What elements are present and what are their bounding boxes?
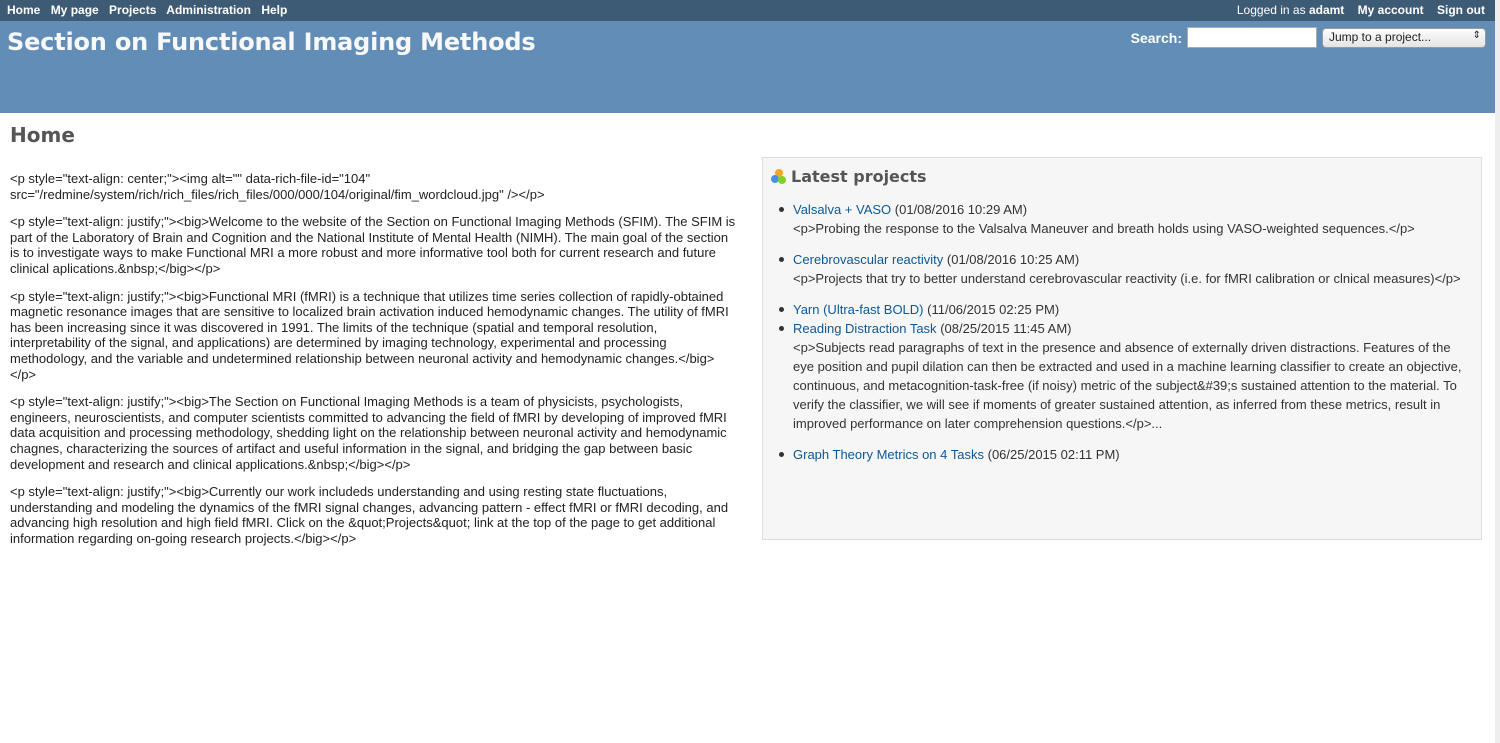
list-item bbox=[793, 300, 1463, 319]
project-link-yarn[interactable]: Yarn (Ultra-fast BOLD) bbox=[793, 302, 924, 317]
latest-projects-heading bbox=[771, 167, 927, 186]
list-item bbox=[793, 200, 1463, 238]
main-content bbox=[10, 113, 1485, 546]
page-title: Home bbox=[10, 123, 75, 147]
project-link-cerebrovascular-reactivity[interactable]: Cerebrovascular reactivity bbox=[793, 252, 944, 267]
menu-my-page-link[interactable]: My page bbox=[50, 3, 99, 17]
top-menu bbox=[0, 0, 1500, 21]
project-date: (11/06/2015 02:25 PM) bbox=[927, 302, 1060, 317]
projects-icon bbox=[771, 169, 786, 184]
list-spacer bbox=[793, 238, 1463, 250]
wiki-paragraph: <p style="text-align: justify;"><big>Welcome to the website of the Section on Functional Imaging Methods (SFIM). The SFIM is part of the Laboratory of Brain and Cognition and the National Institute of Mental Health (NIMH). The main goal of the section is to investigate ways to make Functional MRI a more robust and more informative tool both for current research and future clinical aplications.&nbsp;</big></p> bbox=[10, 214, 736, 276]
list-spacer bbox=[793, 433, 1463, 445]
quick-search bbox=[1131, 27, 1486, 48]
page-scrollbar[interactable] bbox=[1495, 0, 1500, 743]
wiki-paragraph: <p style="text-align: center;"><img alt="" data-rich-file-id="104" src="/redmine/system/rich/rich_files/rich_files/000/000/104/original/fim_wordcloud.jpg" /></p> bbox=[10, 171, 545, 202]
search-input[interactable] bbox=[1187, 27, 1317, 48]
project-date: (08/25/2015 11:45 AM) bbox=[940, 321, 1072, 336]
project-link-valsalva-vaso[interactable]: Valsalva + VASO bbox=[793, 202, 892, 217]
menu-home-link[interactable]: Home bbox=[7, 3, 41, 17]
sign-out-link[interactable]: Sign out bbox=[1437, 3, 1485, 17]
logged-as bbox=[1237, 3, 1344, 17]
project-date: (01/08/2016 10:25 AM) bbox=[946, 252, 1080, 267]
list-item bbox=[793, 319, 1463, 433]
select-arrows-icon: ⇕ bbox=[1472, 29, 1481, 41]
project-link-reading-distraction-task[interactable]: Reading Distraction Task bbox=[793, 321, 937, 336]
site-title: Section on Functional Imaging Methods bbox=[7, 28, 536, 56]
top-menu-left bbox=[7, 3, 294, 17]
project-jump-select[interactable] bbox=[1322, 28, 1486, 48]
menu-administration-link[interactable]: Administration bbox=[166, 3, 251, 17]
latest-projects-box bbox=[762, 157, 1482, 540]
project-link-graph-theory-metrics[interactable]: Graph Theory Metrics on 4 Tasks bbox=[793, 447, 984, 462]
logged-user-link[interactable]: adamt bbox=[1308, 3, 1345, 17]
project-jump-label: Jump to a project... bbox=[1329, 29, 1432, 44]
wiki-paragraph: <p style="text-align: justify;"><big>The Section on Functional Imaging Methods is a team of physicists, psychologists, engineers, neuroscientists, and computer scientists committed to advancing the field of fMRI by developing of improved fMRI data acquisition and processing methodology, shedding light on the relationship between neuronal activity and hemodynamic chagnes, characterizing the sources of artifact and useful information in the signal, and bridging the gap between basic development and research and clinical applications.&nbsp;</big></p> bbox=[10, 394, 727, 472]
project-description: <p>Subjects read paragraphs of text in the presence and absence of externally driven distractions. Features of the eye position and pupil dilation can then be extracted and used in a machine learning classifier to create an objective, continuous, and metacognition-task-free (if noisy) metric of the subject&#39;s sustained attention to the material. To verify the classifier, we will see if moments of greater sustained attention, as inferred from these metrics, result in improved performance on later comprehension questions.</p>... bbox=[793, 340, 1462, 431]
project-date: (06/25/2015 02:11 PM) bbox=[987, 447, 1120, 462]
list-item bbox=[793, 250, 1463, 288]
menu-help-link[interactable]: Help bbox=[261, 3, 288, 17]
wiki-content bbox=[10, 171, 740, 558]
menu-projects-link[interactable]: Projects bbox=[109, 3, 157, 17]
project-date: (01/08/2016 10:29 AM) bbox=[894, 202, 1028, 217]
my-account-link[interactable]: My account bbox=[1357, 3, 1424, 17]
list-item bbox=[793, 445, 1463, 464]
latest-projects-list bbox=[793, 200, 1463, 464]
project-description: <p>Probing the response to the Valsalva Maneuver and breath holds using VASO-weighted sequences.</p> bbox=[793, 221, 1415, 236]
list-spacer bbox=[793, 288, 1463, 300]
search-label[interactable]: Search: bbox=[1130, 29, 1182, 46]
project-description: <p>Projects that try to better understand cerebrovascular reactivity (i.e. for fMRI calibration or clnical measures)</p> bbox=[793, 271, 1461, 286]
wiki-paragraph: <p style="text-align: justify;"><big>Functional MRI (fMRI) is a technique that utilizes time series collection of rapidly-obtained magnetic resonance images that are sensitive to localized brain activation induced hemodynamic changes. The utility of fMRI has been increasing since it was discovered in 1991. The limits of the technique (spatial and temporal resolution, interpretability of the signal, and applications) are determined by imaging technology, experimental and processing methodology, and the variable and undetermined relationship between neuronal activity and hemodynamic changes.</big></p> bbox=[10, 288, 729, 382]
wiki-paragraph: <p style="text-align: justify;"><big>Currently our work includeds understanding and using resting state fluctuations, understanding and modeling the dynamics of the fMRI signal changes, advancing pattern - effect fMRI or fMRI decoding, and advancing high resolution and high field fMRI. Click on the &quot;Projects&quot; link at the top of the page to get additional information regarding on-going research projects.</big></p> bbox=[10, 484, 729, 546]
top-menu-right bbox=[1237, 3, 1485, 17]
logged-as-prefix: Logged in as bbox=[1236, 3, 1306, 17]
latest-projects-title: Latest projects bbox=[791, 167, 927, 186]
header bbox=[0, 21, 1500, 113]
